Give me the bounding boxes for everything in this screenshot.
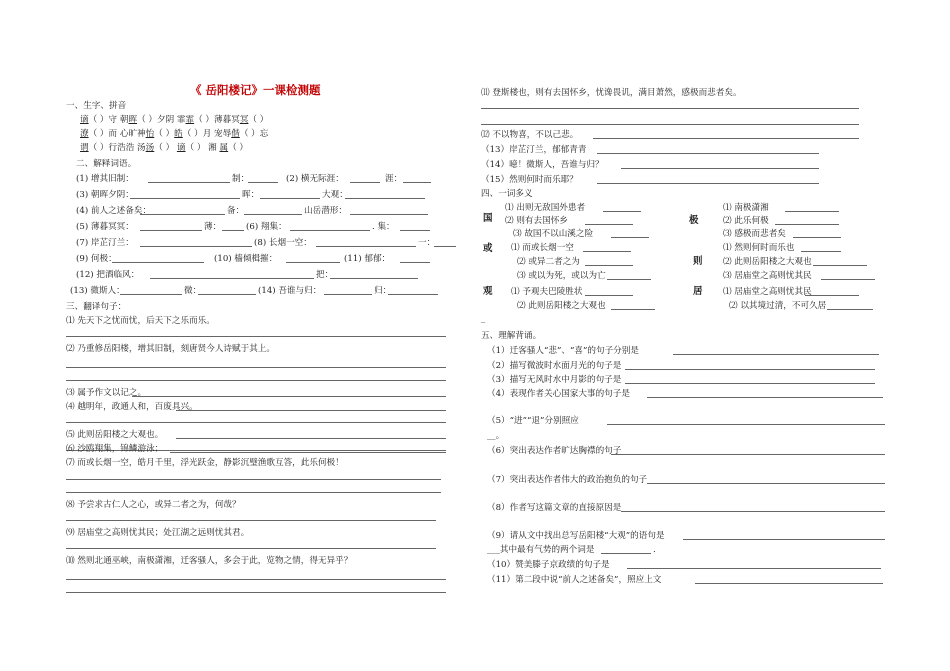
vocab-2: (2) 横无际涯： bbox=[286, 174, 344, 184]
answer-line[interactable] bbox=[66, 548, 436, 549]
poly-char-ze: 则 bbox=[693, 256, 703, 267]
question-3: （3）描写无风时水中月影的句子是 bbox=[487, 375, 622, 385]
sentence-13: （13）岸芷汀兰，郁郁青青 bbox=[481, 145, 587, 155]
translation-sentence: ⑽ 然则北通巫峡，南极潇湘，迁客骚人，多会于此，览物之情，得无异乎？ bbox=[66, 556, 353, 566]
vocab-1b: 制： bbox=[232, 174, 250, 184]
pinyin-blank: （ ） 湘 bbox=[185, 143, 220, 153]
vocab-6: (6) 翔集： bbox=[246, 222, 287, 232]
vocab-3: (3) 朝晖夕阴： bbox=[76, 190, 134, 200]
answer-line[interactable] bbox=[150, 278, 314, 279]
pinyin-char: 晖 bbox=[128, 115, 138, 125]
vocab-9: (9) 何极： bbox=[76, 254, 117, 264]
page-title: 《 岳阳楼记》一课检测题 bbox=[190, 83, 321, 97]
answer-line[interactable] bbox=[244, 214, 302, 215]
translation-sentence: ⑻ 予尝求古仁人之心，或异二者之为，何哉？ bbox=[66, 500, 241, 510]
answer-line[interactable] bbox=[350, 214, 428, 215]
translation-sentence: ⑹ 沙鸥翔集，锦鳞游泳； bbox=[66, 444, 164, 454]
pinyin-char: 谪 bbox=[176, 143, 186, 153]
answer-line[interactable] bbox=[388, 294, 438, 295]
answer-line[interactable] bbox=[434, 246, 456, 247]
pinyin-char: 霏 bbox=[185, 115, 195, 125]
vocab-7: (7) 岸芷汀兰： bbox=[76, 238, 134, 248]
vocab-6b: . 集： bbox=[372, 222, 395, 232]
vocab-4b: 备： bbox=[227, 206, 245, 216]
answer-line[interactable] bbox=[801, 251, 841, 252]
poly-guan-2: ⑵ 此则岳阳楼之大观也 bbox=[517, 301, 606, 311]
translation-sentence: ⑴ 先天下之忧而忧，后天下之乐而乐。 bbox=[66, 316, 215, 326]
pinyin-blank: （ ） bbox=[248, 115, 269, 125]
answer-line[interactable] bbox=[290, 230, 370, 231]
answer-line[interactable] bbox=[647, 397, 883, 398]
answer-line[interactable] bbox=[585, 224, 633, 225]
answer-line[interactable] bbox=[625, 383, 875, 384]
pinyin-blank: （ ） bbox=[154, 129, 175, 139]
answer-line[interactable] bbox=[821, 279, 875, 280]
answer-line[interactable] bbox=[683, 539, 885, 540]
answer-line[interactable] bbox=[130, 198, 240, 199]
pinyin-blank: （ ）月 宠辱 bbox=[182, 129, 232, 139]
question-6: （6）突出表达作者旷达胸襟的句子 bbox=[487, 446, 622, 456]
answer-line[interactable] bbox=[593, 138, 859, 139]
vocab-12b: 把： bbox=[316, 270, 334, 280]
pinyin-char: 谓 bbox=[80, 143, 89, 153]
answer-line[interactable] bbox=[120, 294, 182, 295]
answer-line[interactable] bbox=[66, 367, 446, 368]
vocab-10: (10) 樯倾楫摧： bbox=[214, 254, 278, 264]
poly-ze-2: ⑶ 居庙堂之高则忧其民 bbox=[723, 271, 812, 281]
vocab-2b: 涯： bbox=[385, 174, 403, 184]
answer-line[interactable] bbox=[611, 454, 885, 455]
pinyin-blank: （ ）守 朝 bbox=[88, 115, 129, 125]
section-3-heading: 三、翻译句子： bbox=[66, 302, 127, 312]
answer-line[interactable] bbox=[611, 309, 655, 310]
answer-line[interactable] bbox=[286, 262, 340, 263]
answer-line[interactable] bbox=[597, 153, 819, 154]
vocab-13b: 微： bbox=[184, 286, 202, 296]
vocab-4: (4) 前人之述备矣： bbox=[76, 206, 152, 216]
vocab-14: (14) 吾谁与归： bbox=[258, 286, 322, 296]
answer-line[interactable] bbox=[607, 279, 651, 280]
answer-line[interactable] bbox=[400, 262, 430, 263]
translation-sentence: ⑶ 属予作文以记之。 bbox=[66, 388, 147, 398]
poly-ju-1: ⑴ 居庙堂之高则忧其民 bbox=[723, 287, 812, 297]
pinyin-char: 冥 bbox=[239, 115, 249, 125]
translation-sentence: ⑷ 越明年，政通人和，百废具兴。 bbox=[66, 402, 198, 412]
answer-line[interactable] bbox=[805, 295, 859, 296]
question-11: （11）第二段中说“前人之述备矣”，照应上文 bbox=[487, 575, 662, 585]
section-1-heading: 一、生字、拼音 bbox=[66, 101, 127, 111]
answer-line[interactable] bbox=[585, 265, 633, 266]
answer-line[interactable] bbox=[403, 182, 431, 183]
poly-ju-2: ⑵ 以其境过清，不可久居 bbox=[729, 301, 827, 311]
pinyin-char: 汤 bbox=[145, 143, 155, 153]
pinyin-blank: （ ） bbox=[228, 143, 249, 153]
vocab-8: (8) 长烟一空： bbox=[254, 238, 312, 248]
question-2: （2）描写微波时水面月光的句子是 bbox=[487, 361, 622, 371]
question-10: （10）赞美滕子京政绩的句子是 bbox=[487, 560, 610, 570]
pinyin-char: 谪 bbox=[80, 115, 89, 125]
pinyin-char: 潦 bbox=[80, 129, 89, 139]
sentence-11: ⑾ 登斯楼也，则有去国怀乡，忧谗畏讥，满目萧然，感极而悲者矣。 bbox=[481, 88, 742, 98]
answer-line[interactable] bbox=[647, 483, 885, 484]
answer-line[interactable] bbox=[66, 422, 446, 423]
translation-sentence: ⑵ 乃重修岳阳楼，增其旧制，刻唐贤今人诗赋于其上。 bbox=[66, 344, 275, 354]
answer-line[interactable] bbox=[601, 553, 651, 554]
sentence-12: ⑿ 不以物喜，不以己悲。 bbox=[481, 130, 579, 140]
answer-line[interactable] bbox=[248, 182, 278, 183]
answer-line[interactable] bbox=[621, 511, 885, 512]
answer-line[interactable] bbox=[607, 424, 885, 425]
answer-line[interactable] bbox=[140, 230, 202, 231]
pinyin-row bbox=[80, 115, 268, 125]
answer-line[interactable] bbox=[222, 230, 244, 231]
answer-line[interactable] bbox=[140, 246, 252, 247]
question-5: （5）“进”“退”分别照应 bbox=[487, 416, 579, 426]
answer-line[interactable] bbox=[316, 246, 416, 247]
answer-line[interactable] bbox=[198, 294, 256, 295]
answer-line[interactable] bbox=[481, 108, 859, 109]
answer-line[interactable] bbox=[66, 380, 446, 381]
pinyin-char: 偕 bbox=[231, 129, 240, 139]
answer-line[interactable] bbox=[400, 230, 430, 231]
pinyin-row bbox=[80, 129, 268, 139]
stray-dash: _ bbox=[481, 314, 486, 324]
poly-ze-1: ⑵ 此则岳阳楼之大观也 bbox=[723, 257, 812, 267]
sentence-15: （15）然则何时而乐耶？ bbox=[481, 175, 578, 185]
answer-line[interactable] bbox=[66, 592, 446, 593]
answer-line[interactable] bbox=[585, 295, 633, 296]
vocab-14b: 归： bbox=[374, 286, 392, 296]
answer-line[interactable] bbox=[350, 182, 380, 183]
answer-line[interactable] bbox=[827, 309, 873, 310]
answer-line[interactable] bbox=[66, 336, 446, 337]
vocab-4c: 山岳潜形： bbox=[304, 206, 347, 216]
poly-huo-1: ⑴ 而或长烟一空 bbox=[511, 243, 574, 253]
answer-line[interactable] bbox=[66, 520, 436, 521]
poly-guo-3: ⑶ 故国不以山溪之险 bbox=[513, 229, 594, 239]
poly-guo-1: ⑴ 出则无敌国外患者 bbox=[505, 203, 586, 213]
answer-line[interactable] bbox=[66, 479, 441, 480]
section-2-heading: 二、解释词语。 bbox=[76, 159, 137, 169]
pinyin-blank: （ ）忘 bbox=[239, 129, 269, 139]
answer-line[interactable] bbox=[260, 198, 320, 199]
pinyin-blank: （ ）夕阴 霏 bbox=[137, 115, 186, 125]
pinyin-char: 皓 bbox=[174, 129, 183, 139]
poly-guan-1: ⑴ 予观夫巴陵胜状 bbox=[511, 287, 583, 297]
answer-line[interactable] bbox=[597, 183, 819, 184]
poly-ji-3: ⑶ 感极而悲者矣 bbox=[723, 229, 786, 239]
answer-line[interactable] bbox=[345, 198, 425, 199]
answer-line[interactable] bbox=[793, 237, 841, 238]
vocab-3b: 晖： bbox=[242, 190, 260, 200]
answer-line[interactable] bbox=[148, 182, 230, 183]
answer-line[interactable] bbox=[611, 237, 649, 238]
question-7: （7）突出表达作者伟大的政治抱负的句子 bbox=[487, 475, 648, 485]
vocab-13: (13) 微斯人： bbox=[70, 286, 125, 296]
poly-guo-2: ⑵ 则有去国怀乡 bbox=[505, 216, 568, 226]
answer-line[interactable] bbox=[140, 214, 225, 215]
pinyin-blank: （ ）薄暮冥 bbox=[194, 115, 240, 125]
answer-line[interactable] bbox=[112, 262, 204, 263]
question-5-tail: __。 bbox=[487, 431, 505, 441]
answer-line[interactable] bbox=[66, 579, 446, 580]
answer-line[interactable] bbox=[695, 583, 883, 584]
answer-line[interactable] bbox=[625, 369, 875, 370]
section-4-heading: 四、一词多义 bbox=[481, 189, 533, 199]
translation-sentence: ⑺ 而或长烟一空，皓月千里，浮光跃金，静影沉璧渔歌互答，此乐何极！ bbox=[66, 458, 344, 468]
pinyin-row bbox=[80, 143, 248, 153]
answer-line[interactable] bbox=[673, 354, 879, 355]
question-4: （4）表现作者关心国家大事的句子是 bbox=[487, 389, 630, 399]
poly-huo-3: ⑶ 或以为死，或以为亡 bbox=[517, 271, 606, 281]
translation-sentence: ⑼ 居庙堂之高则忧其民；处江湖之远则忧其君。 bbox=[66, 528, 250, 538]
question-9: （9）请从文中找出总写岳阳楼“大观”的语句是 bbox=[487, 531, 665, 541]
poly-ji-2: ⑵ 此乐何极 bbox=[723, 216, 769, 226]
pinyin-char: 怡 bbox=[145, 129, 155, 139]
question-1: （1）迁客骚人“悲”、“喜”的句子分别是 bbox=[487, 346, 639, 356]
vocab-5b: 薄： bbox=[204, 222, 222, 232]
poly-char-ju: 居 bbox=[693, 286, 703, 297]
pinyin-blank: （ ） bbox=[154, 143, 177, 153]
answer-line[interactable] bbox=[330, 278, 418, 279]
question-8: （8）作者写这篇文章的直接原因是 bbox=[487, 503, 622, 513]
answer-line[interactable] bbox=[176, 410, 446, 411]
poly-char-ji: 极 bbox=[689, 215, 699, 226]
vocab-5: (5) 薄暮冥冥： bbox=[76, 222, 134, 232]
pinyin-blank: （ ）行浩浩 汤 bbox=[88, 143, 146, 153]
poly-char-guo: 国 bbox=[483, 213, 493, 224]
poly-char-huo: 或 bbox=[483, 243, 493, 254]
answer-line[interactable] bbox=[481, 124, 859, 125]
pinyin-char: 属 bbox=[219, 143, 229, 153]
answer-line[interactable] bbox=[132, 396, 446, 397]
answer-line[interactable] bbox=[775, 224, 839, 225]
answer-line[interactable] bbox=[627, 568, 881, 569]
answer-line[interactable] bbox=[813, 265, 867, 266]
answer-line[interactable] bbox=[170, 452, 446, 453]
vocab-8b: 一： bbox=[418, 238, 436, 248]
answer-line[interactable] bbox=[66, 492, 441, 493]
poly-ji-4: ⑴ 然则何时而乐也 bbox=[723, 243, 795, 253]
answer-line[interactable] bbox=[621, 168, 819, 169]
vocab-3c: 大观： bbox=[322, 190, 348, 200]
vocab-12: (12) 把酒临风： bbox=[76, 270, 140, 280]
answer-line[interactable] bbox=[785, 211, 839, 212]
section-5-heading: 五、理解背诵。 bbox=[481, 331, 542, 341]
answer-line[interactable] bbox=[583, 251, 631, 252]
question-9-dot: . bbox=[653, 545, 656, 555]
poly-huo-2: ⑵ 或异二者之为 bbox=[517, 257, 580, 267]
translation-sentence: ⑸ 此则岳阳楼之大观也。 bbox=[66, 430, 164, 440]
question-9-tail: ___其中最有气势的两个词是 bbox=[487, 545, 595, 555]
poly-ji-1: ⑴ 南极潇湘 bbox=[723, 203, 769, 213]
poly-char-guan: 观 bbox=[483, 286, 493, 297]
vocab-11: (11) 郁郁： bbox=[344, 254, 391, 264]
answer-line[interactable] bbox=[176, 438, 446, 439]
answer-line[interactable] bbox=[603, 211, 641, 212]
answer-line[interactable] bbox=[324, 294, 372, 295]
pinyin-blank: （ ）而 心旷神 bbox=[88, 129, 146, 139]
sentence-14: （14）噫！微斯人，吾谁与归？ bbox=[481, 160, 604, 170]
vocab-1: (1) 增其旧制： bbox=[76, 174, 134, 184]
